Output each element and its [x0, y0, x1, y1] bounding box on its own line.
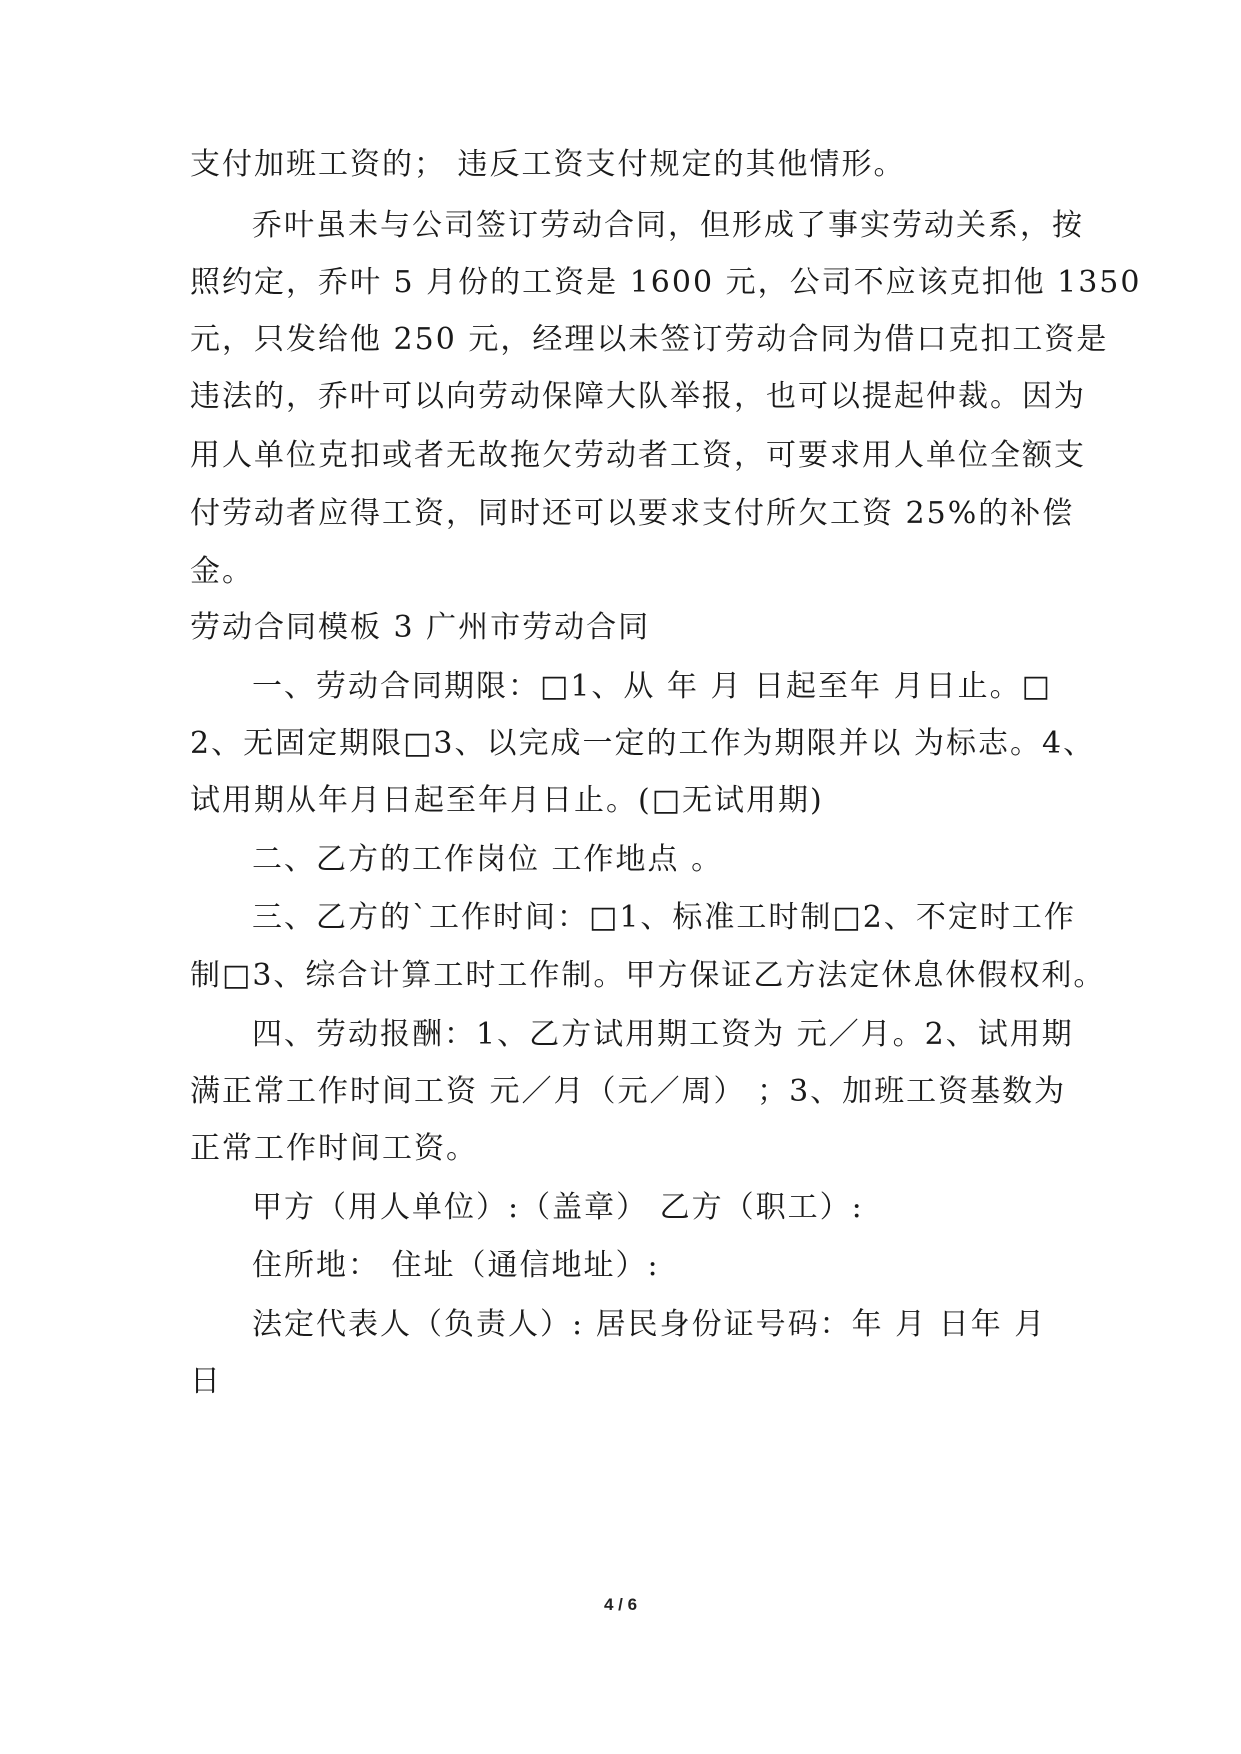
signature-line: 甲方（用人单位）:（盖章） 乙方（职工）:: [252, 1190, 864, 1225]
paragraph-line: 一、劳动合同期限：□1、从 年 月 日起至年 月日止。□: [252, 669, 1052, 704]
signature-line: 住所地： 住址（通信地址）:: [252, 1248, 660, 1283]
signature-line: 法定代表人（负责人）: 居民身份证号码：年 月 日年 月: [252, 1307, 1047, 1342]
paragraph-line: 正常工作时间工资。: [190, 1131, 478, 1166]
paragraph-line: 金。: [190, 554, 254, 589]
paragraph-line: 四、劳动报酬：1、乙方试用期工资为 元／月。2、试用期: [252, 1017, 1074, 1052]
page-number: 4 / 6: [603, 1595, 638, 1614]
paragraph-line: 2、无固定期限□3、以完成一定的工作为期限并以 为标志。4、: [190, 726, 1096, 761]
paragraph-line: 制□3、综合计算工时工作制。甲方保证乙方法定休息休假权利。: [190, 958, 1106, 993]
paragraph-line: 二、乙方的工作岗位 工作地点 。: [252, 842, 724, 877]
paragraph-line: 乔叶虽未与公司签订劳动合同，但形成了事实劳动关系，按: [252, 208, 1084, 243]
paragraph-line: 试用期从年月日起至年月日止。(□无试用期): [190, 783, 824, 818]
paragraph-line: 违法的，乔叶可以向劳动保障大队举报，也可以提起仲裁。因为: [190, 379, 1086, 414]
signature-line: 日: [190, 1364, 222, 1399]
section-heading: 劳动合同模板 3 广州市劳动合同: [190, 610, 651, 645]
paragraph-line: 付劳动者应得工资，同时还可以要求支付所欠工资 25%的补偿: [190, 496, 1075, 531]
paragraph-line: 照约定，乔叶 5 月份的工资是 1600 元，公司不应该克扣他 1350: [190, 265, 1142, 300]
paragraph-line: 三、乙方的`工作时间：□1、标准工时制□2、不定时工作: [252, 900, 1076, 935]
paragraph-line: 满正常工作时间工资 元／月（元／周） ；3、加班工资基数为: [190, 1074, 1067, 1109]
paragraph-line: 元，只发给他 250 元，经理以未签订劳动合同为借口克扣工资是: [190, 322, 1109, 357]
paragraph-line: 用人单位克扣或者无故拖欠劳动者工资，可要求用人单位全额支: [190, 438, 1086, 473]
paragraph-line: 支付加班工资的； 违反工资支付规定的其他情形。: [190, 147, 906, 182]
